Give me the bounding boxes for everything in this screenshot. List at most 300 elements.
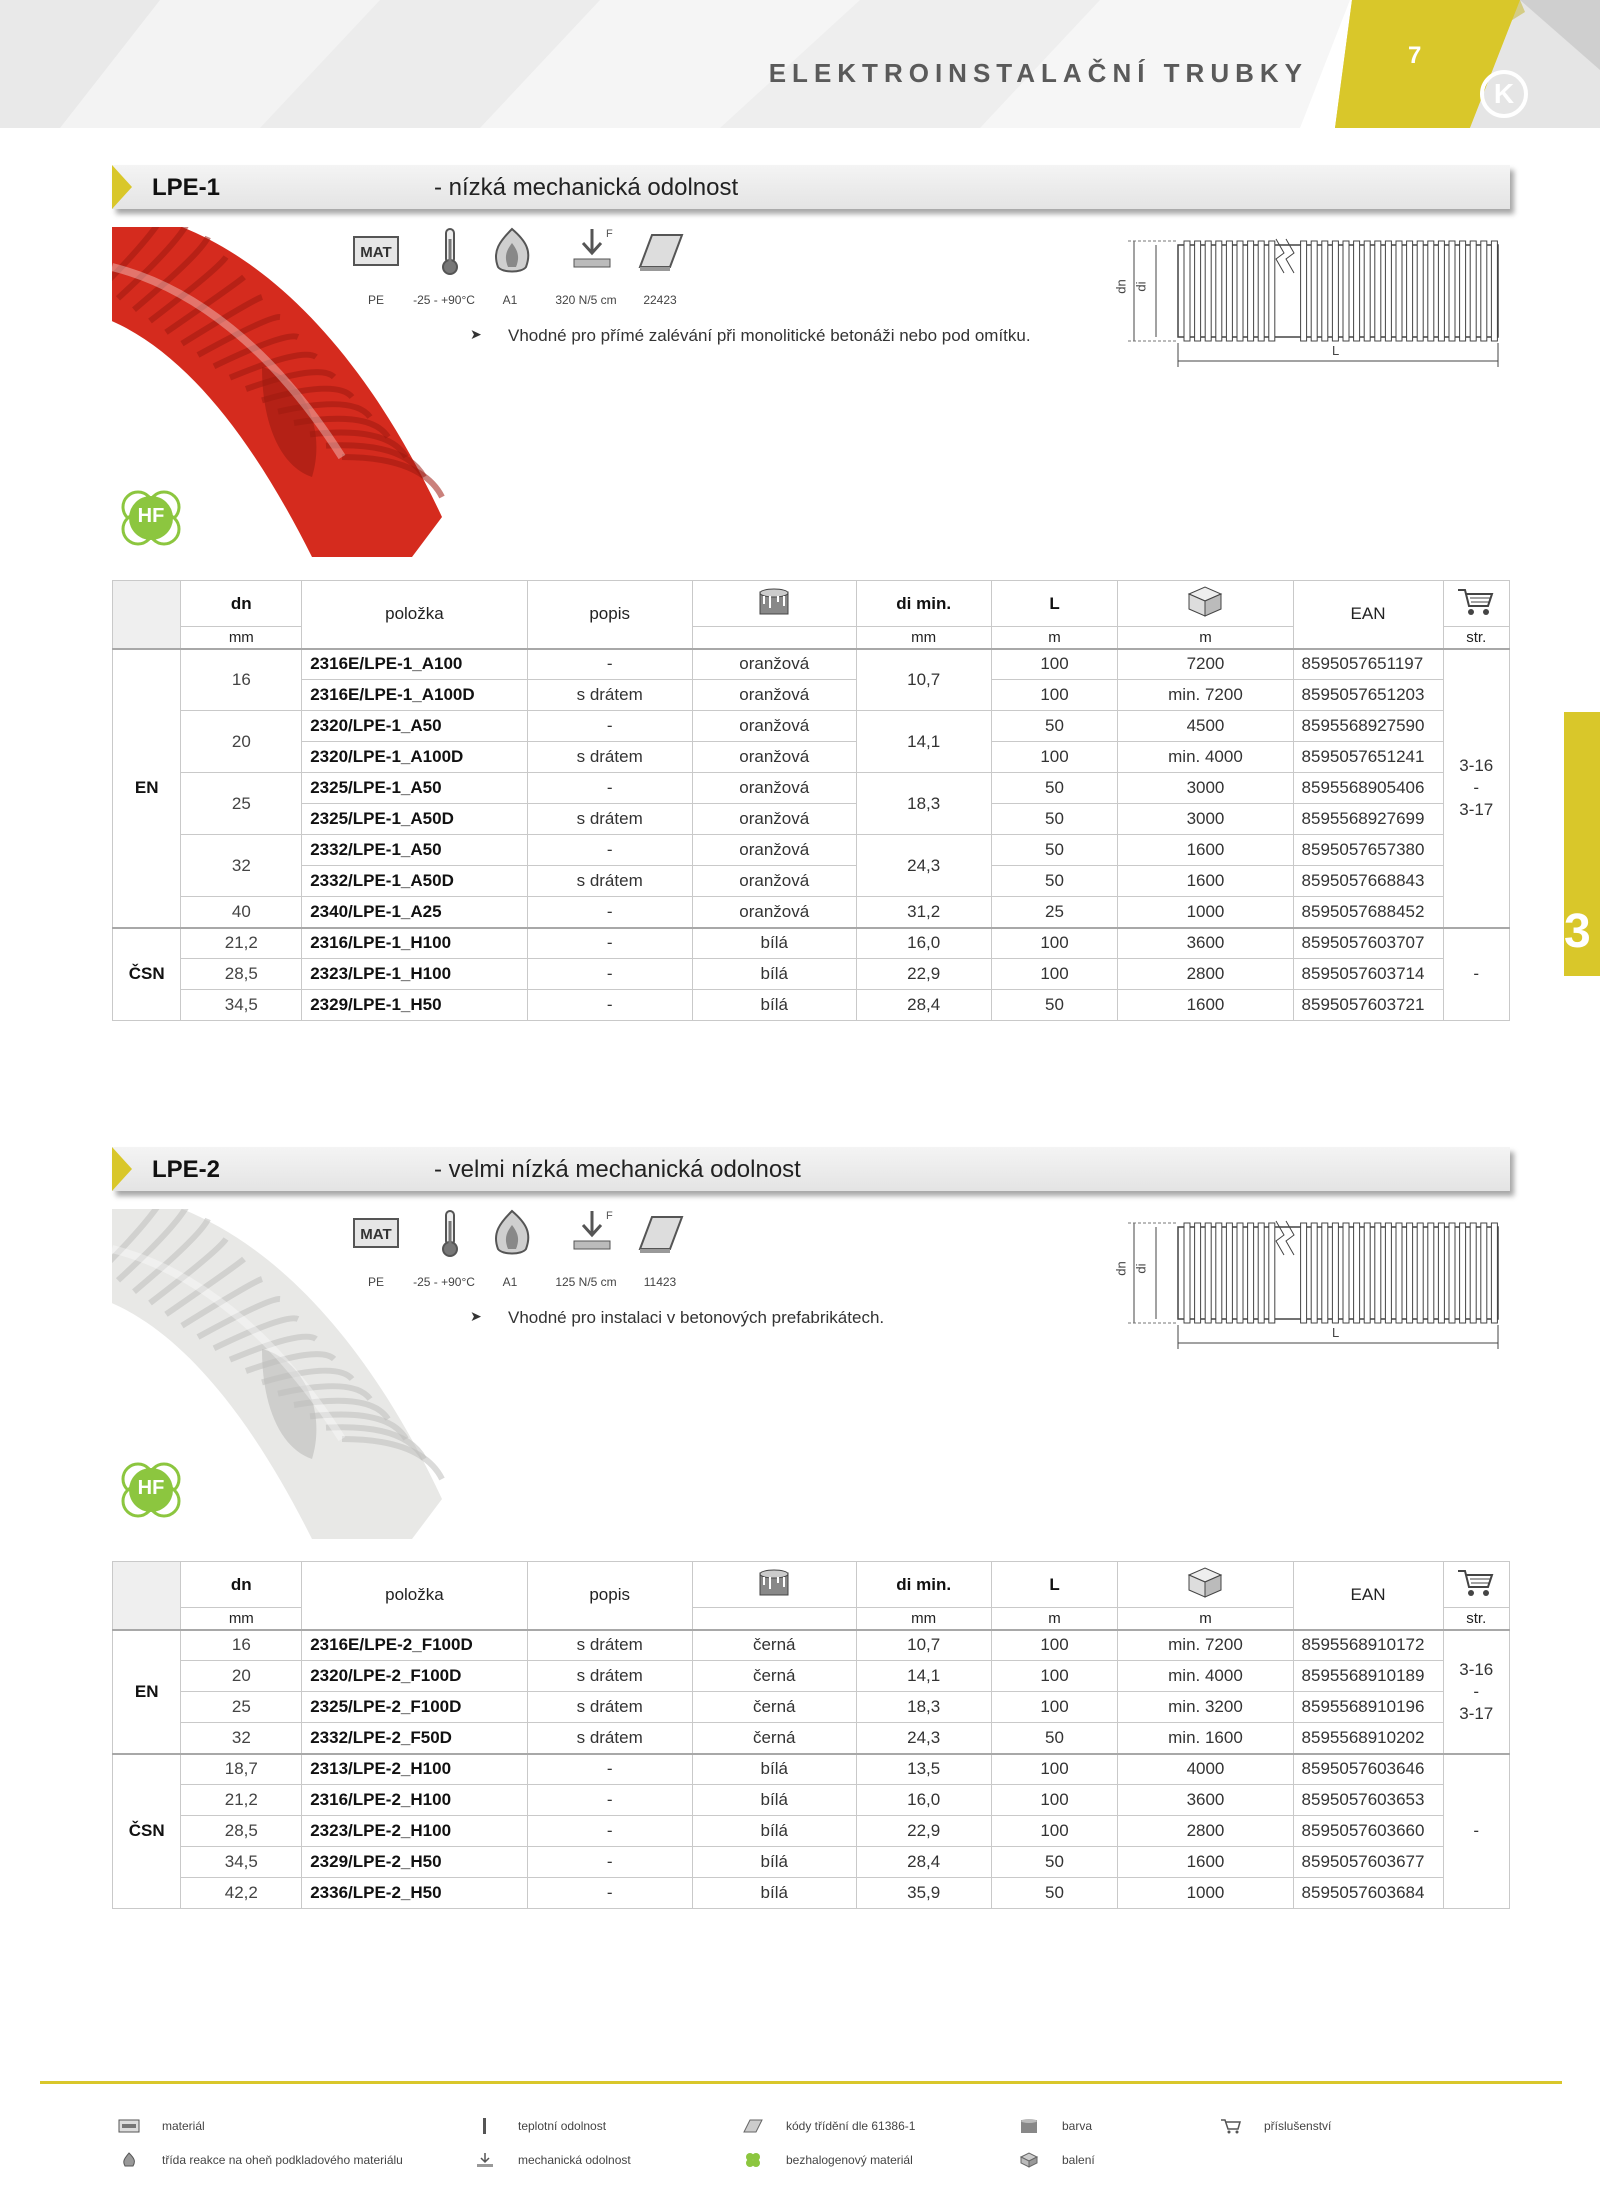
bullet-arrow-icon: ➤ (470, 326, 482, 342)
color-cell: oranžová (692, 711, 856, 742)
ean-cell: 8595057657380 (1293, 835, 1443, 866)
ean-cell: 8595057651197 (1293, 649, 1443, 680)
dn-cell: 28,5 (181, 1816, 302, 1847)
ean-cell: 8595057668843 (1293, 866, 1443, 897)
color-cell: oranžová (692, 897, 856, 928)
di-min-cell: 24,3 (856, 1723, 991, 1754)
ean-cell: 8595568927590 (1293, 711, 1443, 742)
header-popis: popis (527, 581, 692, 649)
color-cell: černá (692, 1692, 856, 1723)
color-cell: bílá (692, 1785, 856, 1816)
di-min-cell: 31,2 (856, 897, 991, 928)
di-min-cell: 10,7 (856, 649, 991, 711)
header-packaging (1118, 581, 1293, 627)
cart-icon (1220, 2118, 1242, 2134)
item-code-cell: 2316/LPE-1_H100 (302, 928, 527, 959)
di-min-cell: 28,4 (856, 1847, 991, 1878)
description-cell: s drátem (527, 1723, 692, 1754)
table-row (113, 990, 1510, 1021)
property-value-material: PE (367, 1275, 384, 1289)
dn-cell: 25 (181, 1692, 302, 1723)
color-cell: oranžová (692, 773, 856, 804)
table-row (113, 1630, 1510, 1661)
description-cell: - (527, 835, 692, 866)
norm-cell: ČSN (113, 1754, 181, 1909)
plate-icon (636, 227, 684, 275)
description-cell: s drátem (527, 1630, 692, 1661)
table-row (113, 773, 1510, 804)
table-row (113, 649, 1510, 680)
description-cell: - (527, 1878, 692, 1909)
table-row (113, 959, 1510, 990)
force-icon (568, 1209, 616, 1257)
unit-length: m (991, 1608, 1118, 1630)
description-cell: s drátem (527, 804, 692, 835)
color-cell: černá (692, 1630, 856, 1661)
di-min-cell: 16,0 (856, 928, 991, 959)
thermometer-icon (474, 2118, 496, 2134)
norm-cell: EN (113, 649, 181, 928)
di-min-cell: 35,9 (856, 1878, 991, 1909)
property-value-class: 22423 (643, 293, 677, 307)
property-value-mech: 320 N/5 cm (555, 293, 617, 307)
unit-accessories: str. (1443, 627, 1510, 649)
di-min-cell: 22,9 (856, 1816, 991, 1847)
dn-cell: 34,5 (181, 1847, 302, 1878)
dn-cell: 21,2 (181, 928, 302, 959)
unit-color (692, 627, 856, 649)
header-dn: dn (181, 1562, 302, 1608)
packaging-cell: min. 7200 (1118, 1630, 1293, 1661)
force-icon (568, 227, 616, 275)
packaging-cell: min. 4000 (1118, 1661, 1293, 1692)
color-cell: oranžová (692, 866, 856, 897)
diagram-label-length: L (1332, 343, 1340, 358)
packaging-cell: 1600 (1118, 990, 1293, 1021)
color-cell: oranžová (692, 742, 856, 773)
table-row (113, 1816, 1510, 1847)
paint-can-icon (1018, 2118, 1040, 2134)
thermometer-icon-graphic (426, 1209, 474, 1257)
thermometer-icon (426, 1209, 474, 1257)
dn-cell: 21,2 (181, 1785, 302, 1816)
length-cell: 100 (991, 1816, 1118, 1847)
force-icon-graphic (568, 227, 616, 275)
force-icon-graphic (568, 1209, 616, 1257)
table-row (113, 742, 1510, 773)
flame-icon (118, 2152, 140, 2168)
table-header (113, 581, 1510, 649)
color-cell: bílá (692, 1816, 856, 1847)
dn-cell: 20 (181, 1661, 302, 1692)
description-cell: - (527, 1754, 692, 1785)
packaging-cell: 4500 (1118, 711, 1293, 742)
mat-icon (352, 1209, 400, 1257)
dn-cell: 16 (181, 1630, 302, 1661)
description-cell: - (527, 959, 692, 990)
packaging-cell: 2800 (1118, 1816, 1293, 1847)
header-title: ELEKTROINSTALAČNÍ TRUBKY (768, 58, 1308, 88)
length-cell: 50 (991, 804, 1118, 835)
di-min-cell: 24,3 (856, 835, 991, 897)
product-description: - nízká mechanická odolnost (434, 174, 739, 201)
section-header-bar (112, 165, 1510, 209)
table-row (113, 1723, 1510, 1754)
table-row (113, 804, 1510, 835)
packaging-cell: 3000 (1118, 773, 1293, 804)
di-min-cell: 28,4 (856, 990, 991, 1021)
product-properties (224, 1209, 724, 1289)
item-code-cell: 2320/LPE-1_A100D (302, 742, 527, 773)
usage-note (470, 326, 1170, 350)
description-cell: - (527, 1847, 692, 1878)
accessories-cell: 3-16 - 3-17 (1443, 1630, 1510, 1754)
color-cell: bílá (692, 928, 856, 959)
page-number: 7 (1408, 42, 1422, 69)
unit-length: m (991, 627, 1118, 649)
plate-icon (742, 2118, 764, 2134)
table-row (113, 1878, 1510, 1909)
diagram-label-di: di (1133, 1263, 1149, 1274)
dn-cell: 34,5 (181, 990, 302, 1021)
paint-can-icon (754, 1565, 794, 1599)
color-cell: oranžová (692, 680, 856, 711)
item-code-cell: 2336/LPE-2_H50 (302, 1878, 527, 1909)
table-row (113, 1692, 1510, 1723)
pipe-dimension-diagram (1113, 233, 1506, 383)
product-spec-table (112, 1561, 1510, 1909)
ean-cell: 8595057688452 (1293, 897, 1443, 928)
pipe-diagram-drawing (1126, 233, 1506, 383)
header-dn: dn (181, 581, 302, 627)
item-code-cell: 2316/LPE-2_H100 (302, 1785, 527, 1816)
unit-accessories: str. (1443, 1608, 1510, 1630)
color-cell: bílá (692, 959, 856, 990)
header-popis: popis (527, 1562, 692, 1630)
packaging-cell: 3600 (1118, 1785, 1293, 1816)
item-code-cell: 2316E/LPE-1_A100D (302, 680, 527, 711)
color-cell: bílá (692, 990, 856, 1021)
table-body (113, 1630, 1510, 1909)
length-cell: 100 (991, 649, 1118, 680)
packaging-cell: 1600 (1118, 835, 1293, 866)
header-row (113, 1562, 1510, 1608)
usage-text: Vhodné pro přímé zalévání při monolitické betonáži nebo pod omítku. (508, 326, 1031, 345)
header-ean: EAN (1293, 1562, 1443, 1630)
dn-cell: 16 (181, 649, 302, 711)
length-cell: 100 (991, 680, 1118, 711)
di-min-cell: 14,1 (856, 711, 991, 773)
header-di-min: di min. (856, 581, 991, 627)
flame-icon-graphic (488, 227, 536, 275)
length-cell: 100 (991, 959, 1118, 990)
footer-rule (40, 2081, 1562, 2084)
header-length: L (991, 581, 1118, 627)
diagram-label-length: L (1332, 1325, 1340, 1340)
header-polozka: položka (302, 581, 527, 649)
description-cell: s drátem (527, 1692, 692, 1723)
color-cell: oranžová (692, 649, 856, 680)
product-spec-table (112, 580, 1510, 1021)
unit-dn: mm (181, 1608, 302, 1630)
packaging-cell: 1600 (1118, 866, 1293, 897)
length-cell: 100 (991, 1661, 1118, 1692)
length-cell: 100 (991, 742, 1118, 773)
mat-icon-graphic (352, 227, 400, 275)
table-body (113, 649, 1510, 1021)
header-corner (113, 581, 181, 649)
halogen-free-badge (116, 487, 186, 549)
unit-di-min: mm (856, 1608, 991, 1630)
dn-cell: 32 (181, 835, 302, 897)
mat-icon-graphic (352, 1209, 400, 1257)
di-min-cell: 13,5 (856, 1754, 991, 1785)
packaging-cell: 1000 (1118, 897, 1293, 928)
accessories-cell: 3-16 - 3-17 (1443, 649, 1510, 928)
flame-icon (488, 227, 536, 275)
item-code-cell: 2329/LPE-2_H50 (302, 1847, 527, 1878)
icon-legend: materiál teplotní odolnost kódy třídění dle 61386-1 barva příslušenství třída reakce na oheň podkladového materiálu mechanická odolnost bezhalogenový materiál balení (112, 2110, 1412, 2170)
length-cell: 50 (991, 835, 1118, 866)
color-cell: černá (692, 1661, 856, 1692)
header-corner (113, 1562, 181, 1630)
accessories-cell: - (1443, 928, 1510, 1021)
thermometer-icon (426, 227, 474, 275)
norm-cell: EN (113, 1630, 181, 1754)
length-cell: 50 (991, 1847, 1118, 1878)
item-code-cell: 2316E/LPE-1_A100 (302, 649, 527, 680)
mat-icon-text: MAT (360, 244, 392, 261)
header-accessories (1443, 581, 1510, 627)
header-color (692, 581, 856, 627)
thermometer-icon-graphic (426, 227, 474, 275)
item-code-cell: 2329/LPE-1_H50 (302, 990, 527, 1021)
packaging-cell: 3600 (1118, 928, 1293, 959)
di-min-cell: 18,3 (856, 1692, 991, 1723)
packaging-cell: min. 1600 (1118, 1723, 1293, 1754)
product-code-title: LPE-2 (152, 1156, 221, 1183)
product-section-lpe-1 (112, 165, 1510, 1035)
packaging-cell: 1000 (1118, 1878, 1293, 1909)
chapter-number: 3 (1564, 905, 1591, 958)
length-cell: 50 (991, 990, 1118, 1021)
ean-cell: 8595057603707 (1293, 928, 1443, 959)
description-cell: - (527, 773, 692, 804)
color-cell: bílá (692, 1754, 856, 1785)
property-value-temp: -25 - +90°C (413, 293, 475, 307)
packaging-cell: 2800 (1118, 959, 1293, 990)
color-cell: oranžová (692, 804, 856, 835)
table-row (113, 897, 1510, 928)
mat-icon-text: MAT (360, 1226, 392, 1243)
item-code-cell: 2313/LPE-2_H100 (302, 1754, 527, 1785)
pipe-diagram-drawing (1126, 1215, 1506, 1365)
item-code-cell: 2325/LPE-1_A50 (302, 773, 527, 804)
length-cell: 50 (991, 1878, 1118, 1909)
ean-cell: 8595568910196 (1293, 1692, 1443, 1723)
ean-cell: 8595057603684 (1293, 1878, 1443, 1909)
ean-cell: 8595057603660 (1293, 1816, 1443, 1847)
halogen-free-badge (116, 1459, 186, 1521)
length-cell: 50 (991, 866, 1118, 897)
product-code-title: LPE-1 (152, 174, 221, 201)
header-polozka: položka (302, 1562, 527, 1630)
hf-badge-label: HF (137, 505, 165, 527)
item-code-cell: 2340/LPE-1_A25 (302, 897, 527, 928)
description-cell: - (527, 649, 692, 680)
description-cell: s drátem (527, 680, 692, 711)
length-cell: 50 (991, 1723, 1118, 1754)
length-cell: 100 (991, 928, 1118, 959)
table-row (113, 1785, 1510, 1816)
table-row (113, 928, 1510, 959)
table-header (113, 1562, 1510, 1630)
box-icon (1185, 1565, 1225, 1599)
unit-color (692, 1608, 856, 1630)
property-value-class: 11423 (643, 1275, 677, 1289)
header-ean: EAN (1293, 581, 1443, 649)
table-row (113, 1754, 1510, 1785)
section-marker (112, 165, 132, 209)
diagram-label-dn: dn (1113, 279, 1129, 294)
dn-cell: 20 (181, 711, 302, 773)
description-cell: s drátem (527, 866, 692, 897)
ean-cell: 8595568910202 (1293, 1723, 1443, 1754)
packaging-cell: 7200 (1118, 649, 1293, 680)
dn-cell: 40 (181, 897, 302, 928)
description-cell: - (527, 1785, 692, 1816)
ean-cell: 8595568910172 (1293, 1630, 1443, 1661)
dn-cell: 32 (181, 1723, 302, 1754)
usage-note (470, 1308, 1170, 1332)
flame-icon (488, 1209, 536, 1257)
hf-badge-label: HF (137, 1477, 165, 1499)
unit-packaging: m (1118, 1608, 1293, 1630)
unit-packaging: m (1118, 627, 1293, 649)
cart-icon (1456, 1565, 1496, 1599)
description-cell: - (527, 1816, 692, 1847)
dn-cell: 42,2 (181, 1878, 302, 1909)
item-code-cell: 2325/LPE-1_A50D (302, 804, 527, 835)
item-code-cell: 2320/LPE-1_A50 (302, 711, 527, 742)
packaging-cell: min. 3200 (1118, 1692, 1293, 1723)
dn-cell: 25 (181, 773, 302, 835)
diagram-label-di: di (1133, 281, 1149, 292)
item-code-cell: 2332/LPE-1_A50D (302, 866, 527, 897)
dn-cell: 28,5 (181, 959, 302, 990)
mat-icon (118, 2118, 140, 2134)
hf-clover-icon (742, 2152, 764, 2168)
description-cell: s drátem (527, 742, 692, 773)
flame-icon-graphic (488, 1209, 536, 1257)
product-section-lpe-2 (112, 1147, 1510, 1927)
mat-icon (352, 227, 400, 275)
header-row (113, 581, 1510, 627)
packaging-cell: 3000 (1118, 804, 1293, 835)
length-cell: 50 (991, 711, 1118, 742)
packaging-cell: 1600 (1118, 1847, 1293, 1878)
unit-dn: mm (181, 627, 302, 649)
force-icon-text: F (606, 228, 613, 240)
color-cell: oranžová (692, 835, 856, 866)
property-value-fire: A1 (502, 1275, 518, 1289)
item-code-cell: 2320/LPE-2_F100D (302, 1661, 527, 1692)
di-min-cell: 14,1 (856, 1661, 991, 1692)
description-cell: s drátem (527, 1661, 692, 1692)
item-code-cell: 2325/LPE-2_F100D (302, 1692, 527, 1723)
property-value-fire: A1 (502, 293, 518, 307)
header-di-min: di min. (856, 1562, 991, 1608)
item-code-cell: 2323/LPE-2_H100 (302, 1816, 527, 1847)
ean-cell: 8595057651203 (1293, 680, 1443, 711)
table-row (113, 680, 1510, 711)
di-min-cell: 16,0 (856, 1785, 991, 1816)
unit-di-min: mm (856, 627, 991, 649)
property-value-material: PE (367, 293, 384, 307)
length-cell: 100 (991, 1692, 1118, 1723)
force-icon-text: F (606, 1210, 613, 1222)
packaging-cell: min. 4000 (1118, 742, 1293, 773)
dn-cell: 18,7 (181, 1754, 302, 1785)
product-description: - velmi nízká mechanická odolnost (434, 1156, 801, 1183)
usage-text: Vhodné pro instalaci v betonových prefabrikátech. (508, 1308, 885, 1327)
bullet-arrow-icon: ➤ (470, 1308, 482, 1324)
table-row (113, 1661, 1510, 1692)
item-code-cell: 2332/LPE-1_A50 (302, 835, 527, 866)
header-accessories (1443, 1562, 1510, 1608)
ean-cell: 8595568910189 (1293, 1661, 1443, 1692)
box-icon (1185, 584, 1225, 618)
brand-logo (1480, 70, 1528, 118)
di-min-cell: 18,3 (856, 773, 991, 835)
force-icon (474, 2152, 496, 2168)
page-header (0, 0, 1600, 128)
ean-cell: 8595057603677 (1293, 1847, 1443, 1878)
di-min-cell: 10,7 (856, 1630, 991, 1661)
plate-icon (636, 1209, 684, 1257)
ean-cell: 8595057603714 (1293, 959, 1443, 990)
table-row (113, 1847, 1510, 1878)
ean-cell: 8595568905406 (1293, 773, 1443, 804)
description-cell: - (527, 711, 692, 742)
length-cell: 100 (991, 1630, 1118, 1661)
plate-icon-graphic (636, 1209, 684, 1257)
ean-cell: 8595568927699 (1293, 804, 1443, 835)
plate-icon-graphic (636, 227, 684, 275)
box-icon (1018, 2152, 1040, 2168)
ean-cell: 8595057603721 (1293, 990, 1443, 1021)
item-code-cell: 2323/LPE-1_H100 (302, 959, 527, 990)
cart-icon (1456, 584, 1496, 618)
color-cell: černá (692, 1723, 856, 1754)
product-properties (224, 227, 724, 307)
di-min-cell: 22,9 (856, 959, 991, 990)
norm-cell: ČSN (113, 928, 181, 1021)
item-code-cell: 2332/LPE-2_F50D (302, 1723, 527, 1754)
color-cell: bílá (692, 1847, 856, 1878)
header-packaging (1118, 1562, 1293, 1608)
section-marker (112, 1147, 132, 1191)
ean-cell: 8595057603653 (1293, 1785, 1443, 1816)
diagram-label-dn: dn (1113, 1261, 1129, 1276)
length-cell: 25 (991, 897, 1118, 928)
description-cell: - (527, 928, 692, 959)
header-color (692, 1562, 856, 1608)
paint-can-icon (754, 584, 794, 618)
table-row (113, 866, 1510, 897)
packaging-cell: 4000 (1118, 1754, 1293, 1785)
table-row (113, 835, 1510, 866)
